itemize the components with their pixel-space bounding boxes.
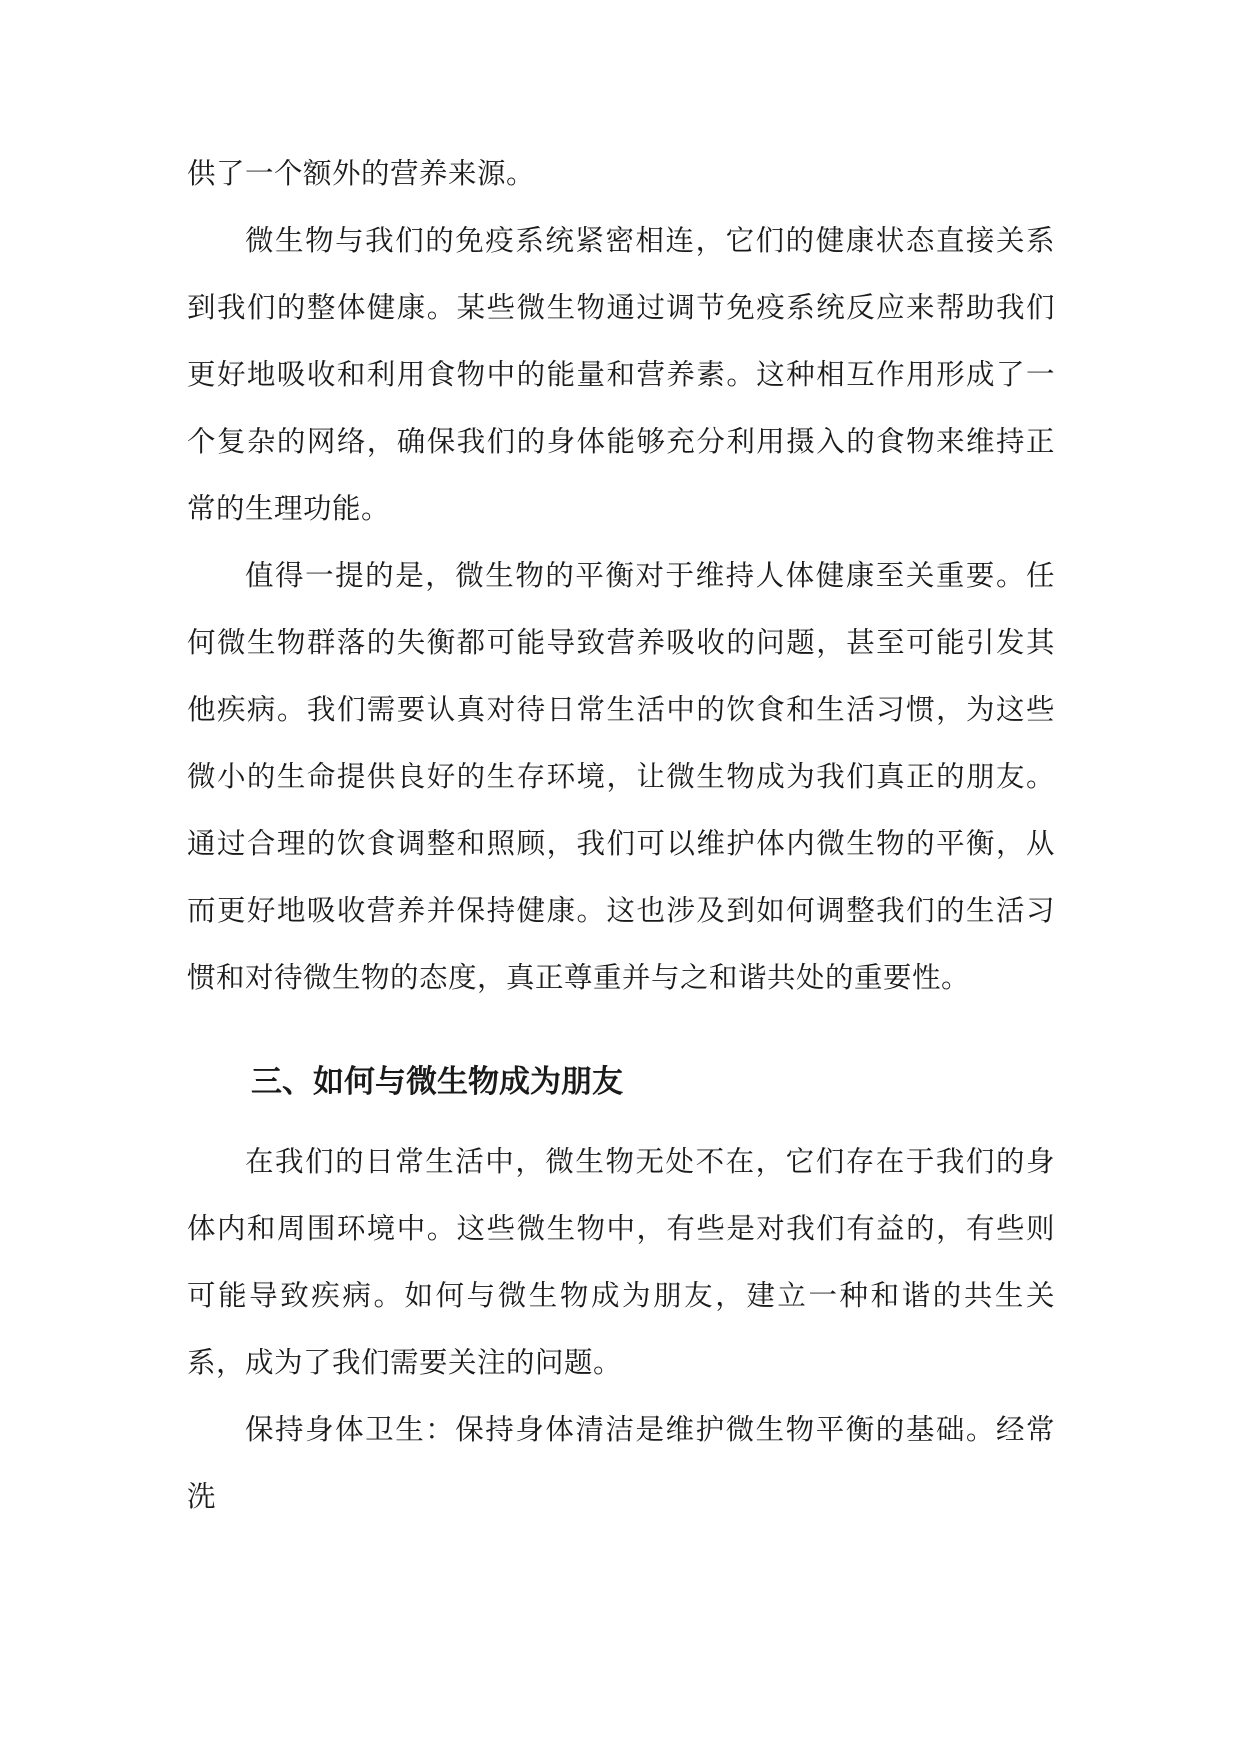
- document-body: [187, 140, 1055, 1530]
- paragraph-body-hygiene: 保持身体卫生：保持身体清洁是维护微生物平衡的基础。经常洗: [187, 1413, 1055, 1513]
- paragraph-continuation: 供了一个额外的营养来源。: [187, 157, 536, 190]
- paragraph-microbial-balance: 值得一提的是，微生物的平衡对于维持人体健康至关重要。任何微生物群落的失衡都可能导致营养吸收的问题，甚至可能引发其他疾病。我们需要认真对待日常生活中的饮食和生活习惯，为这些微小的生命提供良好的生存环境，让微生物成为我们真正的朋友。通过合理的饮食调整和照顾，我们可以维护体内微生物的平衡，从而更好地吸收营养并保持健康。这也涉及到如何调整我们的生活习惯和对待微生物的态度，真正尊重并与之和谐共处的重要性。: [187, 559, 1055, 994]
- paragraph-everyday-microbes: 在我们的日常生活中，微生物无处不在，它们存在于我们的身体内和周围环境中。这些微生物中，有些是对我们有益的，有些则可能导致疾病。如何与微生物成为朋友，建立一种和谐的共生关系，成为了我们需要关注的问题。: [187, 1145, 1055, 1379]
- section-heading: 三、如何与微生物成为朋友: [251, 1064, 623, 1100]
- paragraph-immune-system: 微生物与我们的免疫系统紧密相连，它们的健康状态直接关系到我们的整体健康。某些微生物通过调节免疫系统反应来帮助我们更好地吸收和利用食物中的能量和营养素。这种相互作用形成了一个复杂的网络，确保我们的身体能够充分利用摄入的食物来维持正常的生理功能。: [187, 224, 1055, 525]
